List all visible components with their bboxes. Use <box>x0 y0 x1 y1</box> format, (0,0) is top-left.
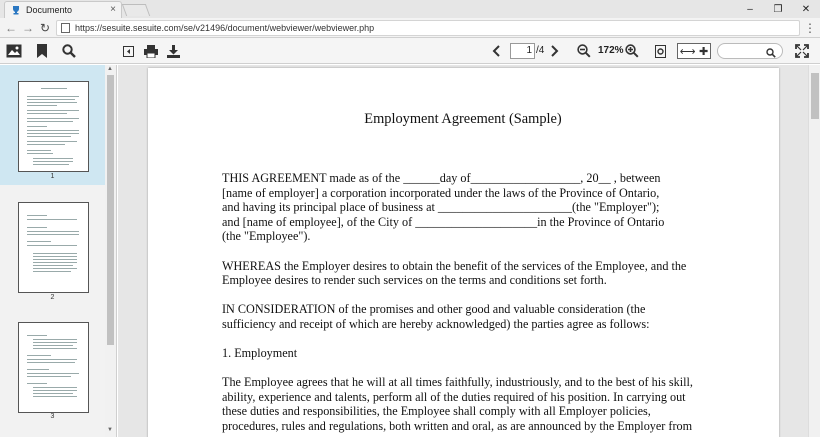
trophy-icon <box>11 5 21 15</box>
rotate-page-icon[interactable] <box>650 41 670 61</box>
doc-line: THIS AGREEMENT made as of the ______day of__________________, 20__ , between <box>222 171 661 185</box>
thumbnail-panel <box>0 65 117 437</box>
tab-title: Documento <box>26 5 73 15</box>
fit-page-icon[interactable]: ✚ <box>699 45 709 58</box>
url-field[interactable] <box>56 20 800 36</box>
doc-line: procedures, rules and regulations, both written and oral, as are announced by the Employer from <box>222 419 693 433</box>
doc-line: IN CONSIDERATION of the promises and other good and valuable consideration (the <box>222 302 646 317</box>
forward-arrow-icon[interactable]: → <box>22 21 34 35</box>
zoom-level: 172% <box>598 45 624 56</box>
print-icon[interactable] <box>141 41 161 61</box>
reload-icon[interactable]: ↻ <box>39 21 51 35</box>
doc-line: (the "Employee"). <box>222 229 311 244</box>
toggle-panel-icon[interactable] <box>118 41 138 61</box>
doc-line: WHEREAS the Employer desires to obtain the benefit of the services of the Employee, and the <box>222 258 687 273</box>
browser-tab[interactable] <box>4 1 122 18</box>
search-icon <box>766 45 776 63</box>
doc-line: The Employee agrees that he will at all times faithfully, industriously, and to the best of his skill, <box>222 375 693 390</box>
thumbnail-label-3: 3 <box>50 413 55 420</box>
document-viewport <box>118 65 808 437</box>
zoom-in-icon[interactable] <box>622 41 642 61</box>
zoom-out-icon[interactable] <box>574 41 594 61</box>
doc-line: these duties and responsibilities, the Employee shall comply with all Employer policies, <box>222 404 651 419</box>
thumbnails-icon[interactable] <box>4 41 24 61</box>
restore-button[interactable]: ❐ <box>773 3 783 15</box>
viewer-toolbar <box>0 38 820 64</box>
minimize-button[interactable]: – <box>747 3 753 15</box>
fit-width-toggle[interactable] <box>677 43 711 59</box>
doc-line: Employee desires to render such services on the terms and conditions set forth. <box>222 273 607 288</box>
address-bar-row <box>0 18 820 38</box>
page-thumbnail-1[interactable] <box>18 81 89 172</box>
doc-line: and having its principal place of business at ______________________(the "Employer"); <box>222 200 660 215</box>
scroll-up-icon[interactable]: ▲ <box>107 66 113 72</box>
document-scroll-thumb[interactable] <box>811 73 819 119</box>
search-icon[interactable] <box>59 41 79 61</box>
scroll-down-icon[interactable]: ▼ <box>107 427 113 433</box>
page-info-icon <box>61 23 70 33</box>
document-search-input[interactable] <box>717 43 783 59</box>
previous-page-icon[interactable] <box>486 41 506 61</box>
bookmark-icon[interactable] <box>32 41 52 61</box>
page-total: /4 <box>536 45 545 56</box>
thumbnail-label-1: 1 <box>50 173 55 180</box>
doc-line: and [name of employee], of the City of ____________________in the Province of Ontario <box>222 214 665 229</box>
url-text: https://sesuite.sesuite.com/se/v21496/document/webviewer/webviewer.php <box>75 23 375 33</box>
close-window-button[interactable]: ✕ <box>801 3 811 15</box>
thumbnail-label-2: 2 <box>50 294 55 301</box>
doc-line: [name of employer] a corporation incorporated under the laws of the Province of Ontario, <box>222 185 660 200</box>
fullscreen-icon[interactable] <box>792 41 812 61</box>
doc-line: ability, experience and talents, perform all of the duties required of his position. In carrying out <box>222 389 686 404</box>
download-icon[interactable] <box>163 41 183 61</box>
document-title: Employment Agreement (Sample) <box>364 111 562 127</box>
back-arrow-icon[interactable]: ← <box>5 21 17 35</box>
browser-tab-bar <box>0 0 820 18</box>
thumbnail-scroll-thumb[interactable] <box>107 75 114 345</box>
section-heading: 1. Employment <box>222 346 298 360</box>
page-thumbnail-3[interactable] <box>18 322 89 413</box>
next-page-icon[interactable] <box>545 41 565 61</box>
page-thumbnail-2[interactable] <box>18 202 89 293</box>
doc-line: sufficiency and receipt of which are hereby acknowledged) the parties agree as follows: <box>222 316 650 331</box>
thumbnail-scrollbar[interactable] <box>105 65 116 437</box>
fit-width-icon[interactable]: ⟷ <box>679 45 696 58</box>
page-number-input[interactable]: 1 <box>510 43 535 59</box>
document-page <box>148 68 779 437</box>
tab-close-icon[interactable]: × <box>110 4 116 15</box>
document-scrollbar[interactable] <box>808 65 820 437</box>
new-tab-button[interactable] <box>122 4 150 16</box>
browser-menu-icon[interactable]: ⋮ <box>804 21 816 35</box>
